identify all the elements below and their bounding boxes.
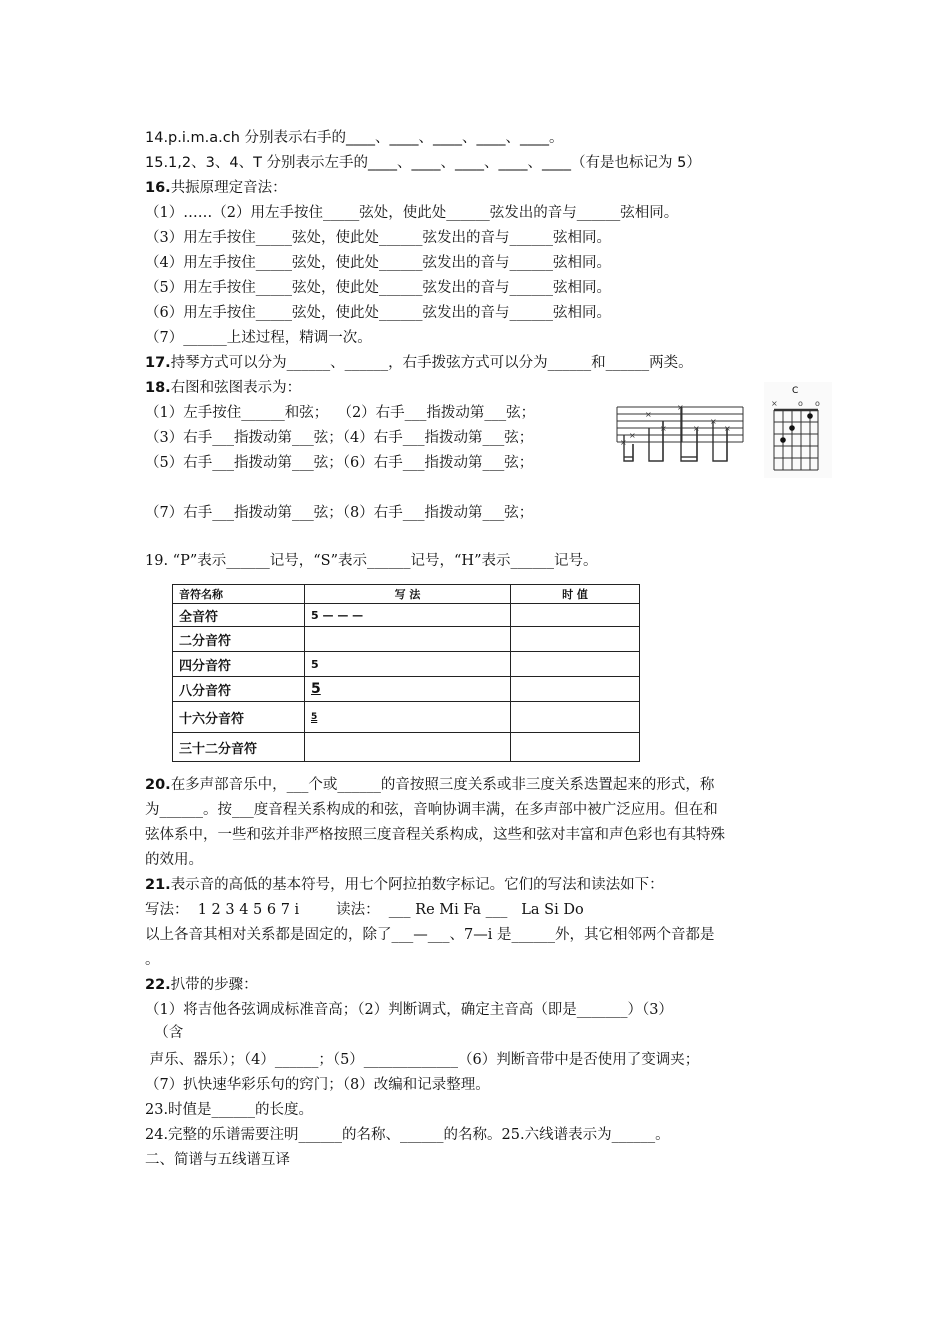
chord-mute-mark: ×: [771, 399, 778, 408]
header-notation: 写 法: [305, 585, 511, 604]
q16-item-1: （1）……（2）用左手按住_____弦处，使此处______弦发出的音与______弦相同。: [145, 205, 679, 221]
q16-item-6: （6）用左手按住_____弦处，使此处______弦发出的音与______弦相同。: [145, 305, 611, 321]
q17-text: 持琴方式可以分为______、______，右手拨弦方式可以分为______和______两类。: [170, 355, 693, 371]
svg-text:×: ×: [724, 424, 731, 433]
note-notation: 5: [305, 677, 511, 702]
header-note-name: 音符名称: [173, 585, 305, 604]
tablature-figure: [615, 403, 745, 465]
note-notation: 5: [305, 702, 511, 733]
q20-number: 20.: [145, 777, 171, 793]
q21-line-3: 。: [145, 952, 160, 968]
svg-text:×: ×: [677, 403, 684, 412]
q22-text: 扒带的步骤：: [170, 977, 258, 993]
note-duration: [511, 652, 640, 677]
q18-line: [145, 377, 301, 399]
q17-line: [145, 352, 693, 374]
table-row: [173, 652, 640, 677]
chord-open-mark: o: [798, 399, 803, 408]
svg-text:×: ×: [710, 417, 717, 426]
note-name: 四分音符: [173, 652, 305, 677]
note-duration: [511, 627, 640, 652]
header-duration: 时 值: [511, 585, 640, 604]
note-duration: [511, 677, 640, 702]
q20-line-2: 为______。按___度音程关系构成的和弦，音响协调丰满，在多声部中被广泛应用。但在和: [145, 802, 718, 818]
note-value-table: [172, 584, 640, 762]
q21-number: 21.: [145, 877, 171, 893]
q20-line-4: 的效用。: [145, 852, 203, 868]
q17-number: 17.: [145, 355, 171, 371]
q16-number: 16.: [145, 180, 171, 196]
note-notation: [305, 733, 511, 762]
note-name: 十六分音符: [173, 702, 305, 733]
q22-step-2: 声乐、器乐）；（4）______；（5）_____________（6）判断音带中是否使用了变调夹；: [145, 1052, 700, 1068]
note-duration: [511, 702, 640, 733]
svg-text:×: ×: [660, 424, 667, 433]
q15-line: 15.1,2、3、4、T 分别表示左手的____、____、____、____、____（有是也标记为 5）: [145, 155, 701, 171]
svg-text:×: ×: [693, 424, 700, 433]
q21-line: [145, 874, 664, 896]
q16-heading: [145, 177, 287, 199]
table-header-row: [173, 585, 640, 604]
q21-notation-line: 写法： 1 2 3 4 5 6 7 i 读法： ___ Re Mi Fa ___ La Si Do: [145, 902, 584, 918]
note-duration: [511, 733, 640, 762]
svg-text:×: ×: [629, 431, 636, 440]
q24-line: 24.完整的乐谱需要注明______的名称、______的名称。25.六线谱表示为______。: [145, 1127, 670, 1143]
note-name: 三十二分音符: [173, 733, 305, 762]
note-notation: 5: [305, 652, 511, 677]
table-row: [173, 702, 640, 733]
q16-item-3: （3）用左手按住_____弦处，使此处______弦发出的音与______弦相同。: [145, 230, 611, 246]
chord-diagram: [764, 382, 832, 478]
q18-items-5-6: （5）右手___指拨动第___弦；（6）右手___指拨动第___弦；: [145, 455, 534, 471]
q22-number: 22.: [145, 977, 171, 993]
q19-line: 19. “P”表示______记号，“S”表示______记号，“H”表示______记号。: [145, 553, 598, 569]
chord-open-mark: o: [815, 399, 820, 408]
q22-step-1-cont: （含: [145, 1025, 184, 1041]
q21-line-2: 以上各音其相对关系都是固定的，除了___—___、7—i 是______外，其它相邻两个音都是: [145, 927, 715, 943]
q16-item-4: （4）用左手按住_____弦处，使此处______弦发出的音与______弦相同。: [145, 255, 611, 271]
q18-text: 右图和弦图表示为：: [170, 380, 302, 396]
q20-line-1: [145, 774, 714, 796]
q23-line: 23.时值是______的长度。: [145, 1102, 314, 1118]
q21-text: 表示音的高低的基本符号，用七个阿拉拍数字标记。它们的写法和读法如下：: [170, 877, 664, 893]
q14-line: 14.p.i.m.a.ch 分别表示右手的____、____、____、____、____。: [145, 130, 564, 146]
note-notation: [305, 627, 511, 652]
section-2-title: 二、简谱与五线谱互译: [145, 1152, 290, 1168]
q16-item-7: （7）______上述过程，精调一次。: [145, 330, 372, 346]
note-duration: [511, 604, 640, 627]
q22-step-3: （7）扒快速华彩乐句的窍门；（8）改编和记录整理。: [145, 1077, 490, 1093]
q20-text: 在多声部音乐中，___个或______的音按照三度关系或非三度关系迭置起来的形式，称: [170, 777, 715, 793]
chord-name: C: [792, 386, 799, 396]
note-name: 全音符: [173, 604, 305, 627]
q16-item-5: （5）用左手按住_____弦处，使此处______弦发出的音与______弦相同。: [145, 280, 611, 296]
q18-items-3-4: （3）右手___指拨动第___弦；（4）右手___指拨动第___弦；: [145, 430, 534, 446]
table-row: [173, 604, 640, 627]
q22-line: [145, 974, 258, 996]
table-row: [173, 677, 640, 702]
q18-items-1-2: （1）左手按住______和弦； （2）右手___指拨动第___弦；: [145, 405, 536, 421]
q18-number: 18.: [145, 380, 171, 396]
table-row: [173, 733, 640, 762]
q18-items-7-8: （7）右手___指拨动第___弦；（8）右手___指拨动第___弦；: [145, 505, 534, 521]
note-notation: 5 — — —: [305, 604, 511, 627]
q20-line-3: 弦体系中，一些和弦并非严格按照三度音程关系构成，这些和弦对丰富和声色彩也有其特殊: [145, 827, 725, 843]
q16-title: 共振原理定音法：: [170, 180, 287, 196]
table-row: [173, 627, 640, 652]
svg-text:×: ×: [620, 438, 627, 447]
svg-text:×: ×: [645, 410, 652, 419]
q22-step-1: （1）将吉他各弦调成标准音高；（2）判断调式，确定主音高（即是_______）（3）: [145, 1002, 673, 1018]
note-name: 八分音符: [173, 677, 305, 702]
note-name: 二分音符: [173, 627, 305, 652]
